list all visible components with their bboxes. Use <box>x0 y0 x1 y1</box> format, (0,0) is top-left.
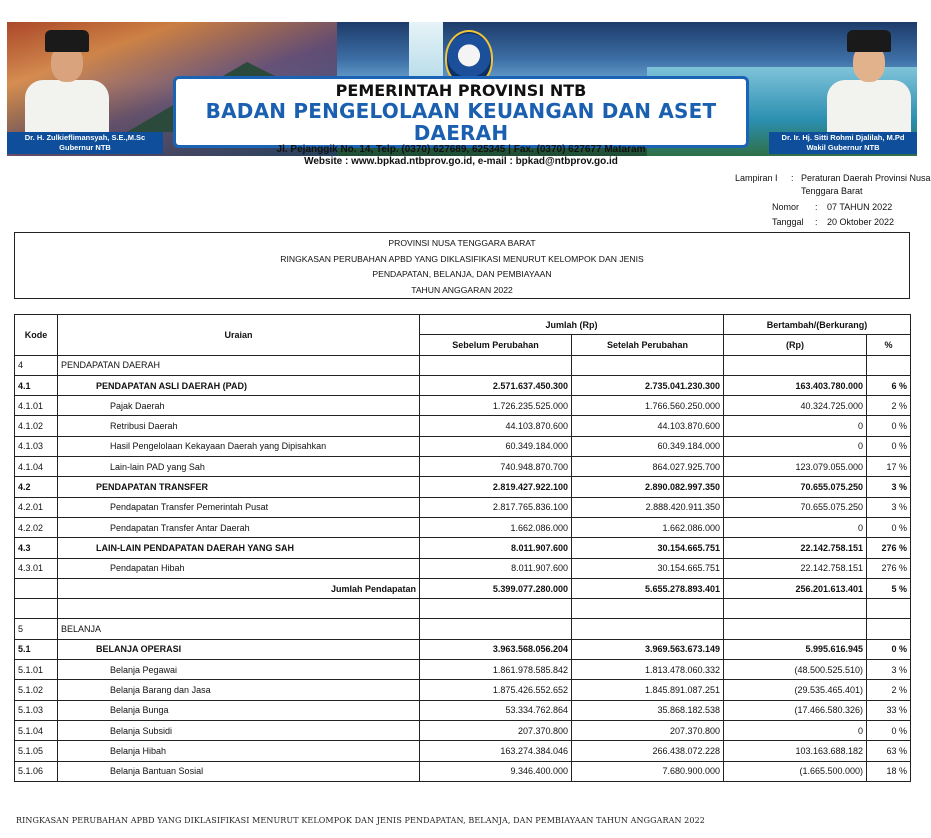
cell-setelah: 7.680.900.000 <box>572 761 724 781</box>
cell-setelah: 1.813.478.060.332 <box>572 660 724 680</box>
cell-pct: 3 % <box>867 497 911 517</box>
cell-uraian: Belanja Bunga <box>58 700 420 720</box>
cell-sebelum: 740.948.870.700 <box>420 457 572 477</box>
table-row <box>15 436 911 456</box>
cell-setelah <box>572 619 724 639</box>
table-row <box>15 375 911 395</box>
agency-panel <box>173 76 749 167</box>
cell-setelah: 60.349.184.000 <box>572 436 724 456</box>
header-pct: % <box>867 335 911 355</box>
cell-setelah: 266.438.072.228 <box>572 741 724 761</box>
table-row <box>15 680 911 700</box>
cell-setelah: 1.845.891.087.251 <box>572 680 724 700</box>
cell-uraian: Pendapatan Hibah <box>58 558 420 578</box>
cell-sebelum: 2.817.765.836.100 <box>420 497 572 517</box>
table-row <box>15 619 911 639</box>
cell-rp <box>724 355 867 375</box>
cell-pct <box>867 619 911 639</box>
cell-uraian: BELANJA <box>58 619 420 639</box>
table-row <box>15 497 911 517</box>
cell-sebelum: 2.571.637.450.300 <box>420 375 572 395</box>
vice-governor-photo <box>819 28 919 132</box>
cell-kode <box>15 599 58 619</box>
cell-kode: 4.1.02 <box>15 416 58 436</box>
cell-pct: 2 % <box>867 396 911 416</box>
cell-sebelum: 3.963.568.056.204 <box>420 639 572 659</box>
cell-sebelum: 5.399.077.280.000 <box>420 578 572 598</box>
cell-setelah <box>572 355 724 375</box>
cell-uraian: LAIN-LAIN PENDAPATAN DAERAH YANG SAH <box>58 538 420 558</box>
document-title-box <box>14 232 910 299</box>
cell-rp: 40.324.725.000 <box>724 396 867 416</box>
lampiran-text-1: Peraturan Daerah Provinsi Nusa <box>801 173 931 183</box>
cell-sebelum: 9.346.400.000 <box>420 761 572 781</box>
table-row <box>15 639 911 659</box>
cell-rp: (29.535.465.401) <box>724 680 867 700</box>
header-uraian: Uraian <box>58 315 420 356</box>
cell-pct: 2 % <box>867 680 911 700</box>
cell-rp: 256.201.613.401 <box>724 578 867 598</box>
governor-role: Gubernur NTB <box>59 143 111 152</box>
cell-uraian: Jumlah Pendapatan <box>58 578 420 598</box>
cell-sebelum <box>420 619 572 639</box>
cell-pct: 6 % <box>867 375 911 395</box>
cell-setelah: 1.662.086.000 <box>572 517 724 537</box>
table-row <box>15 517 911 537</box>
cell-uraian: Belanja Subsidi <box>58 720 420 740</box>
cell-kode: 4.1.03 <box>15 436 58 456</box>
cell-uraian: Lain-lain PAD yang Sah <box>58 457 420 477</box>
cell-sebelum: 1.861.978.585.842 <box>420 660 572 680</box>
cell-uraian: Belanja Barang dan Jasa <box>58 680 420 700</box>
cell-kode: 4.2 <box>15 477 58 497</box>
cell-sebelum: 8.011.907.600 <box>420 558 572 578</box>
title-categories: PENDAPATAN, BELANJA, DAN PEMBIAYAAN <box>372 269 552 279</box>
cell-pct: 3 % <box>867 477 911 497</box>
table-row <box>15 396 911 416</box>
cell-rp: 103.163.688.182 <box>724 741 867 761</box>
table-row <box>15 558 911 578</box>
table-row <box>15 416 911 436</box>
cell-uraian: Pendapatan Transfer Pemerintah Pusat <box>58 497 420 517</box>
cell-kode: 5.1.05 <box>15 741 58 761</box>
tanggal-sep: : <box>815 217 818 227</box>
header-bertambah: Bertambah/(Berkurang) <box>724 315 911 335</box>
cell-kode: 5.1.01 <box>15 660 58 680</box>
header-jumlah: Jumlah (Rp) <box>420 315 724 335</box>
header-setelah: Setelah Perubahan <box>572 335 724 355</box>
cell-kode: 4.1.04 <box>15 457 58 477</box>
cell-setelah: 30.154.665.751 <box>572 538 724 558</box>
tanggal-value: 20 Oktober 2022 <box>827 217 895 227</box>
cell-sebelum: 8.011.907.600 <box>420 538 572 558</box>
cell-pct: 0 % <box>867 517 911 537</box>
cell-kode: 4 <box>15 355 58 375</box>
table-row <box>15 355 911 375</box>
cell-setelah: 207.370.800 <box>572 720 724 740</box>
cell-sebelum <box>420 599 572 619</box>
nomor-value: 07 TAHUN 2022 <box>827 202 893 212</box>
cell-uraian: Pajak Daerah <box>58 396 420 416</box>
cell-rp: (48.500.525.510) <box>724 660 867 680</box>
cell-pct: 0 % <box>867 436 911 456</box>
cell-rp: 0 <box>724 416 867 436</box>
cell-setelah <box>572 599 724 619</box>
cell-setelah: 3.969.563.673.149 <box>572 639 724 659</box>
vice-governor-name: Dr. Ir. Hj. Sitti Rohmi Djalilah, M.Pd <box>781 133 905 142</box>
table-row <box>15 538 911 558</box>
cell-setelah: 864.027.925.700 <box>572 457 724 477</box>
table-row <box>15 457 911 477</box>
cell-kode: 4.3.01 <box>15 558 58 578</box>
cell-pct: 17 % <box>867 457 911 477</box>
vice-governor-caption <box>769 132 917 154</box>
cell-kode: 4.2.02 <box>15 517 58 537</box>
cell-uraian: Belanja Hibah <box>58 741 420 761</box>
agency-website: Website : www.bpkad.ntbprov.go.id, e-mail : bpkad@ntbprov.go.id <box>304 156 618 167</box>
cell-pct: 18 % <box>867 761 911 781</box>
nomor-label: Nomor <box>772 202 800 212</box>
cell-sebelum: 1.875.426.552.652 <box>420 680 572 700</box>
cell-uraian: PENDAPATAN ASLI DAERAH (PAD) <box>58 375 420 395</box>
cell-setelah: 44.103.870.600 <box>572 416 724 436</box>
cell-setelah: 5.655.278.893.401 <box>572 578 724 598</box>
cell-kode: 4.1.01 <box>15 396 58 416</box>
table-row <box>15 741 911 761</box>
cell-kode: 5.1 <box>15 639 58 659</box>
page-footer: RINGKASAN PERUBAHAN APBD YANG DIKLASIFIKASI MENURUT KELOMPOK DAN JENIS PENDAPATAN, BELANJA, DAN PEMBIAYAAN TAHUN ANGGARAN 2022 <box>16 816 705 825</box>
cell-sebelum <box>420 355 572 375</box>
cell-pct: 0 % <box>867 639 911 659</box>
cell-sebelum: 53.334.762.864 <box>420 700 572 720</box>
cell-pct: 276 % <box>867 558 911 578</box>
cell-sebelum: 1.662.086.000 <box>420 517 572 537</box>
lampiran-text-2: Tenggara Barat <box>801 186 863 196</box>
governor-name: Dr. H. Zulkieflimansyah, S.E.,M.Sc <box>24 133 146 142</box>
cell-uraian: Belanja Pegawai <box>58 660 420 680</box>
cell-sebelum: 1.726.235.525.000 <box>420 396 572 416</box>
cell-sebelum: 207.370.800 <box>420 720 572 740</box>
cell-rp <box>724 599 867 619</box>
cell-pct: 5 % <box>867 578 911 598</box>
lampiran-sep: : <box>791 173 794 183</box>
cell-sebelum: 60.349.184.000 <box>420 436 572 456</box>
governor-caption <box>7 132 163 154</box>
title-summary: RINGKASAN PERUBAHAN APBD YANG DIKLASIFIKASI MENURUT KELOMPOK DAN JENIS <box>280 253 644 264</box>
cell-kode: 5.1.06 <box>15 761 58 781</box>
government-title: PEMERINTAH PROVINSI NTB <box>335 81 587 100</box>
cell-pct: 33 % <box>867 700 911 720</box>
header-banner <box>7 22 917 167</box>
cell-pct <box>867 599 911 619</box>
cell-rp: (17.466.580.326) <box>724 700 867 720</box>
table-row <box>15 660 911 680</box>
cell-rp: (1.665.500.000) <box>724 761 867 781</box>
cell-setelah: 35.868.182.538 <box>572 700 724 720</box>
agency-address: Jl. Pejanggik No. 14, Telp. (0370) 627689, 625345 | Fax. (0370) 627677 Mataram <box>276 144 646 155</box>
cell-kode: 4.3 <box>15 538 58 558</box>
cell-sebelum: 44.103.870.600 <box>420 416 572 436</box>
cell-setelah: 2.890.082.997.350 <box>572 477 724 497</box>
vice-governor-role: Wakil Gubernur NTB <box>806 143 880 152</box>
governor-photo <box>17 28 117 132</box>
cell-rp: 123.079.055.000 <box>724 457 867 477</box>
nomor-sep: : <box>815 202 818 212</box>
cell-uraian: BELANJA OPERASI <box>58 639 420 659</box>
cell-setelah: 2.735.041.230.300 <box>572 375 724 395</box>
header-kode: Kode <box>15 315 58 356</box>
cell-setelah: 30.154.665.751 <box>572 558 724 578</box>
agency-name: BADAN PENGELOLAAN KEUANGAN DAN ASET DAERAH <box>205 99 717 145</box>
cell-uraian: Retribusi Daerah <box>58 416 420 436</box>
cell-kode: 5.1.02 <box>15 680 58 700</box>
cell-sebelum: 163.274.384.046 <box>420 741 572 761</box>
cell-rp: 70.655.075.250 <box>724 497 867 517</box>
cell-pct <box>867 355 911 375</box>
cell-uraian: Belanja Bantuan Sosial <box>58 761 420 781</box>
cell-rp <box>724 619 867 639</box>
cell-rp: 0 <box>724 436 867 456</box>
cell-rp: 5.995.616.945 <box>724 639 867 659</box>
cell-rp: 22.142.758.151 <box>724 538 867 558</box>
lampiran-label: Lampiran I <box>735 173 778 183</box>
title-fiscal-year: TAHUN ANGGARAN 2022 <box>411 284 513 295</box>
cell-rp: 0 <box>724 517 867 537</box>
cell-setelah: 2.888.420.911.350 <box>572 497 724 517</box>
tanggal-label: Tanggal <box>772 217 804 227</box>
table-body <box>15 355 911 781</box>
cell-uraian: Hasil Pengelolaan Kekayaan Daerah yang Dipisahkan <box>58 436 420 456</box>
cell-rp: 0 <box>724 720 867 740</box>
cell-uraian: Pendapatan Transfer Antar Daerah <box>58 517 420 537</box>
cell-uraian: PENDAPATAN TRANSFER <box>58 477 420 497</box>
table-row <box>15 578 911 598</box>
cell-rp: 163.403.780.000 <box>724 375 867 395</box>
table-row <box>15 599 911 619</box>
cell-pct: 0 % <box>867 416 911 436</box>
cell-kode: 5.1.04 <box>15 720 58 740</box>
cell-kode: 4.1 <box>15 375 58 395</box>
table-row <box>15 700 911 720</box>
cell-rp: 70.655.075.250 <box>724 477 867 497</box>
cell-pct: 0 % <box>867 720 911 740</box>
table-row <box>15 761 911 781</box>
cell-uraian: PENDAPATAN DAERAH <box>58 355 420 375</box>
cell-kode: 5 <box>15 619 58 639</box>
cell-rp: 22.142.758.151 <box>724 558 867 578</box>
cell-kode <box>15 578 58 598</box>
table-row <box>15 477 911 497</box>
header-rp: (Rp) <box>724 335 867 355</box>
cell-sebelum: 2.819.427.922.100 <box>420 477 572 497</box>
table-row <box>15 720 911 740</box>
cell-setelah: 1.766.560.250.000 <box>572 396 724 416</box>
cell-uraian <box>58 599 420 619</box>
budget-summary-table <box>14 314 911 782</box>
cell-pct: 63 % <box>867 741 911 761</box>
cell-pct: 3 % <box>867 660 911 680</box>
title-province: PROVINSI NUSA TENGGARA BARAT <box>388 238 536 248</box>
header-sebelum: Sebelum Perubahan <box>420 335 572 355</box>
cell-pct: 276 % <box>867 538 911 558</box>
cell-kode: 4.2.01 <box>15 497 58 517</box>
cell-kode: 5.1.03 <box>15 700 58 720</box>
